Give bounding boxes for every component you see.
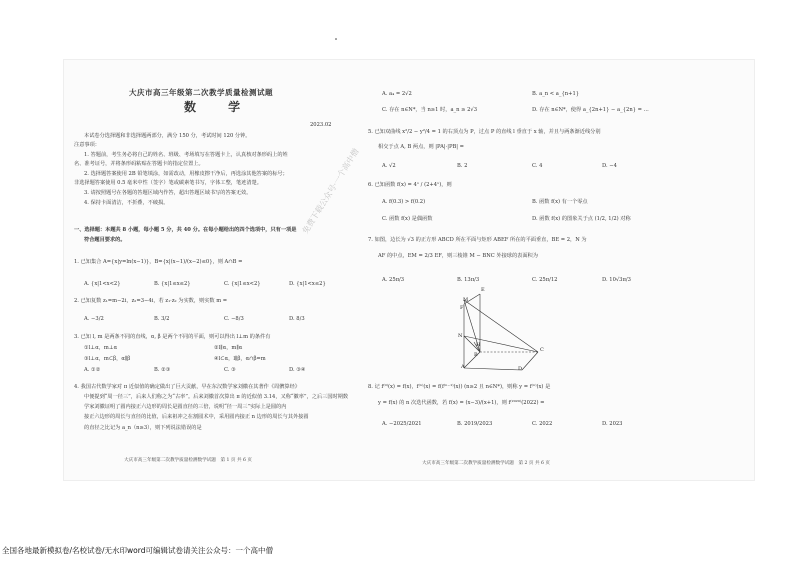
- question-4-line: 接正六边形的周长与直径的比值，后来祖冲之在割圆术中，采用圆内接正 n 边形的周长与其外接圆: [84, 414, 309, 420]
- condition-1: ①l⊥α，m⊥α: [84, 345, 118, 351]
- subject-heading: 数 学: [184, 100, 255, 114]
- page-footer-right: 大庆市高三年级第二次教学质量检测数学试题 第 2 页 共 6 页: [422, 461, 550, 466]
- figure-label-a: A: [461, 364, 465, 370]
- bottom-banner: 全国各地最新模拟卷/名校试卷/无水印word可编辑试卷请关注公众号：一个高中僧: [2, 546, 273, 555]
- figure-label-b: B: [474, 352, 478, 358]
- option-c: C. 2022: [532, 421, 553, 427]
- notice-item: 4. 保持卡面清洁，不折叠，不破损。: [84, 200, 169, 206]
- question-6: 6. 已知函数 f(x) = 4ˣ / (2+4ˣ)，则: [368, 182, 452, 188]
- notice-item: 名、准考证号，并将条形码粘贴在答题卡的指定位置上。: [74, 161, 204, 167]
- option-a: A. √2: [382, 163, 396, 169]
- condition-2: ②l∥α，m∥α: [214, 345, 243, 351]
- option-a: A. −2025/2021: [382, 421, 422, 427]
- option-b: B. 3/2: [154, 316, 170, 322]
- notice-label: 注意事项：: [74, 142, 100, 148]
- notice-item: 3. 请按照题号在各题的答题区域内作答，超出答题区域书写的答案无效。: [84, 190, 252, 196]
- question-4-line: 4. 我国古代数学家对 π 近似值的确定做出了巨大贡献，早在东汉数学家刘徽在其著作《周髀算经》: [74, 384, 300, 390]
- question-5: 5. 已知双曲线 x²/2 − y²/4 = 1 的右顶点为 P，过点 P 的直线 l 垂直于 x 轴，并且与两条渐近线分别: [368, 129, 601, 135]
- option-b: B. 2: [457, 163, 468, 169]
- figure-label-e: E: [481, 287, 485, 293]
- option-d: D. 存在 n∈N*，使得 a_{2n+1} − a_{2n} = …: [532, 107, 649, 113]
- option-b: B. 2019/2023: [457, 421, 493, 427]
- question-8-cont: y = f(x) 的 n 次迭代函数，若 f(x) = (x−3)/(x+1)，则 f⁽²⁰²⁰⁾(2022) =: [378, 400, 545, 406]
- section-heading: 一、选择题：本题共 8 小题，每小题 5 分，共 40 分。在每小题给出的四个选项中，只有一项是: [74, 227, 297, 233]
- option-d: D. −4: [602, 163, 617, 169]
- option-a: A. −3/2: [84, 316, 104, 322]
- question-2: 2. 已知复数 z₁=m−2i，z₂=3−4i，若 z₁·z₂ 为实数，则实数 m =: [74, 298, 228, 304]
- question-1: 1. 已知集合 A={x|y=ln(x−1)}，B={x|(x−1)/(x−2)≤0}，则 A∩B =: [74, 259, 243, 265]
- option-a: A. f(0.3) > f(0.2): [382, 199, 426, 205]
- watermark-text: 免费下载公众号·一个高中僧: [300, 146, 361, 236]
- notice-item: 2. 选择题答案使用 2B 铅笔填涂，如需改动，用橡皮擦干净后，再选涂其他答案的标号；: [84, 171, 288, 177]
- option-d: D. {x|1<x≤2}: [289, 281, 326, 287]
- option-a: A. 25π/3: [382, 277, 405, 283]
- question-8: 8. 记 f⁽⁰⁾(x) = f(x)，f⁽ⁿ⁾(x) = f(f⁽ⁿ⁻¹⁾(x)) (n≥2 且 n∈N*)，则称 y = f⁽ⁿ⁾(x) 是: [368, 384, 551, 390]
- intro-line: 本试卷分选择题和非选择题两部分，满分 150 分，考试时间 120 分钟。: [84, 133, 251, 139]
- question-4-line: 的直径之比记为 a_n（n≥3），则下列说法错误的是: [84, 425, 202, 431]
- page-footer-left: 大庆市高三年级第二次教学质量检测数学试题 第 1 页 共 6 页: [124, 458, 252, 463]
- option-c: C. 25π/12: [532, 277, 558, 283]
- notice-item: 非选择题答案使用 0.5 毫米中性（签字）笔或碳素笔书写，字体工整，笔迹清楚。: [74, 180, 262, 186]
- option-d: D. 函数 f(x) 的图象关于点 (1/2, 1/2) 对称: [532, 216, 631, 222]
- figure-label-d: D: [518, 366, 523, 372]
- option-c: C. 存在 n∈N*，当 n≥1 时，a_n ≥ 2√3: [382, 107, 478, 113]
- option-a: A. ①②: [84, 367, 101, 373]
- solid-geometry-figure: [450, 290, 560, 380]
- scan-speck: [335, 38, 337, 40]
- figure-label-f: F: [460, 305, 464, 311]
- option-d: D. ③④: [289, 367, 306, 373]
- question-7-cont: AF 的中点，EM = 2/3 EF，则三棱锥 M − BNC 外接球的表面积为: [378, 253, 538, 259]
- figure-label-n: N: [458, 333, 463, 339]
- option-d: D. 10√3π/3: [602, 277, 631, 283]
- exam-title: 大庆市高三年级第二次教学质量检测试题: [129, 88, 273, 97]
- question-3: 3. 已知 l, m 是两条不同的直线，α, β 是两个不同的平面，则可以得出 l⊥m 的条件有: [74, 334, 271, 340]
- question-4-line: 学家刘徽证明了圆内接正六边形的周长是圆直径的三倍，说明“径一周三”实际上是圆的内: [84, 404, 287, 410]
- option-b: B. 函数 f(x) 有一个零点: [532, 199, 588, 205]
- exam-date: 2023.02: [310, 122, 332, 128]
- figure-label-h: H: [476, 342, 481, 348]
- option-b: B. 13π/3: [457, 277, 480, 283]
- option-a: A. {x|1<x<2}: [84, 281, 121, 287]
- question-4-line: 中便提到“周一径三”，后来人们称之为“古率”。后来刘徽首次算出 π 的近似值 3.14，又称“徽率”，之后三国时期数: [84, 394, 349, 400]
- figure-label-c: C: [540, 347, 544, 353]
- option-c: C. {x|1≤x<2}: [224, 281, 261, 287]
- option-c: C. −8/3: [224, 316, 244, 322]
- condition-3: ③l⊥α，m⊂β，α∥β: [84, 356, 131, 362]
- section-heading-cont: 符合题目要求的。: [84, 237, 126, 243]
- question-5-cont: 相交于点 A, B 两点，则 |PA|·|PB| =: [378, 144, 465, 150]
- option-d: D. 8/3: [289, 316, 305, 322]
- notice-item: 1. 答题前，考生务必将自己的姓名、班级、考场填写在答题卡上，认真核对条形码上的姓: [84, 152, 288, 158]
- option-d: D. 2023: [602, 421, 623, 427]
- option-a: A. a₄ = 2√2: [382, 91, 412, 97]
- option-c: C. 函数 f(x) 是偶函数: [382, 216, 433, 222]
- option-b: B. {x|1≤x≤2}: [154, 281, 191, 287]
- option-b: B. ②③: [154, 367, 171, 373]
- option-c: C. 4: [532, 163, 543, 169]
- condition-4: ④l⊂α，l∥β，α∩β=m: [214, 356, 266, 362]
- question-7: 7. 如图，边长为 √3 的正方形 ABCD 所在平面与矩形 ABEF 所在的平面垂直，BE = 2，N 为: [368, 237, 587, 243]
- figure-label-m: M: [463, 297, 469, 303]
- option-c: C. ③: [224, 367, 236, 373]
- option-b: B. a_n < a_{n+1}: [532, 91, 580, 97]
